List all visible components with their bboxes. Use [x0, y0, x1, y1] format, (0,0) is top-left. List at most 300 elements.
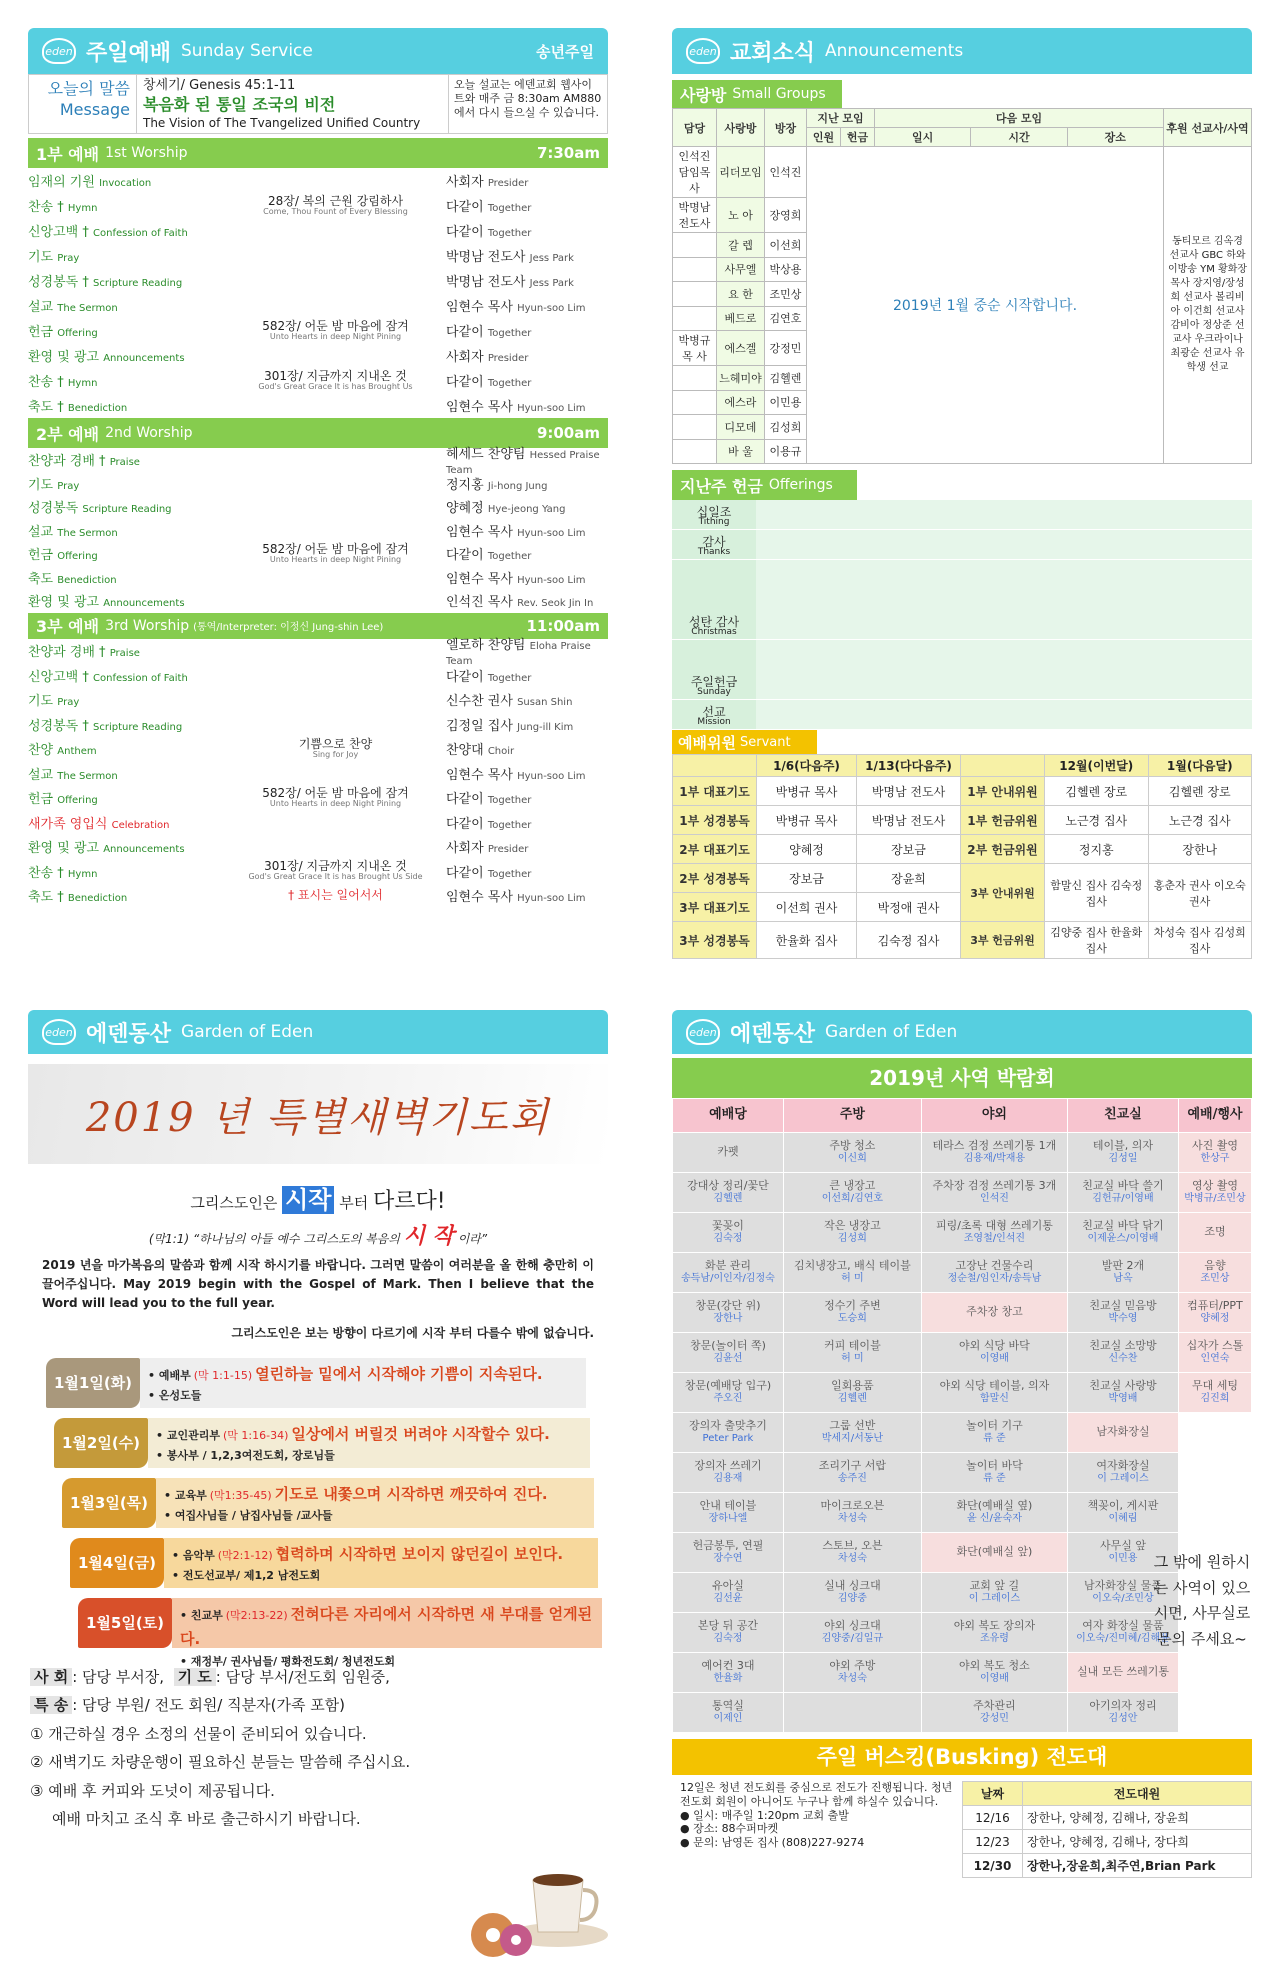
- expo-cell: [921, 1613, 1067, 1653]
- expo-cell: [673, 1613, 784, 1653]
- servant-cell: 정지홍: [1045, 835, 1149, 864]
- expo-task: 조리기구 서랍: [818, 1459, 887, 1473]
- expo-person: 김성안: [1108, 1713, 1138, 1725]
- day-label: 1월5일(토): [78, 1598, 172, 1648]
- hymn-title: 기쁨으로 찬양: [298, 736, 373, 751]
- dept: • 교육부: [164, 1488, 207, 1502]
- expo-other-note: 그 밖에 원하시는 사역이 있으시면, 사무실로 문의 주세요~: [1153, 1553, 1251, 1648]
- expo-cell: [1178, 1373, 1251, 1413]
- servant-cell: 1부 안내위원: [961, 777, 1045, 806]
- worship-item: [28, 243, 608, 268]
- expo-task: 주차장 검정 쓰레기통 3개: [932, 1179, 1057, 1193]
- servant-cell: 3부 헌금위원: [961, 922, 1045, 959]
- order-label: [28, 371, 233, 390]
- order-ko: 성경봉독 †: [28, 275, 89, 290]
- day-label: 1월4일(금): [70, 1538, 164, 1588]
- order-en: Praise: [109, 648, 140, 660]
- sg-subhead: 헌금: [841, 128, 875, 147]
- leader-name: 사회자: [446, 175, 484, 190]
- expo-task: 실내 싱크대: [824, 1579, 881, 1593]
- leader-name-en: Jess Park: [529, 278, 574, 289]
- order-en: Scripture Reading: [93, 721, 183, 733]
- expo-cell: [783, 1133, 921, 1173]
- expo-person: 이선희/김연호: [821, 1193, 884, 1205]
- leader-name: 찬양대: [446, 743, 484, 759]
- offering-amount: [756, 560, 1252, 639]
- expo-cell: [1068, 1693, 1179, 1733]
- expo-person: 김헬렌: [713, 1193, 743, 1205]
- leader: [438, 171, 608, 190]
- sg-cell: [673, 282, 717, 307]
- expo-cell: [1178, 1213, 1251, 1253]
- order-en: Benediction: [67, 893, 128, 905]
- expo-task: 통역실: [712, 1699, 744, 1713]
- expo-task: 여자화장실: [1096, 1459, 1150, 1473]
- expo-task: 아기의자 정리: [1089, 1699, 1157, 1713]
- servant-cell: 3부 대표기도: [673, 893, 757, 922]
- order-ko: 성경봉독: [28, 501, 79, 517]
- order-en: Offering: [57, 551, 98, 563]
- eden-left-panel: [28, 1010, 608, 1960]
- order-en: Pray: [57, 253, 80, 264]
- order-en: Benediction: [67, 403, 128, 414]
- order-label: [28, 837, 233, 856]
- leader-name: 양혜정: [446, 501, 484, 517]
- order-label: [28, 171, 233, 190]
- leader-name: 다같이: [446, 669, 484, 685]
- order-label: [28, 346, 233, 365]
- verse-text: 이라”: [457, 1232, 488, 1246]
- expo-person: 남옥: [1113, 1273, 1133, 1285]
- leader: [438, 837, 608, 856]
- leader-name-en: Hyun-soo Lim: [517, 574, 586, 586]
- expo-task: 고장난 건물수리: [955, 1259, 1034, 1273]
- worship-item: [28, 688, 608, 713]
- sg-cell: 이용규: [765, 439, 807, 464]
- expo-task: 컴퓨터/PPT: [1187, 1299, 1243, 1313]
- servant-head: 12월(이번달): [1045, 755, 1149, 777]
- hymn-title: 301장/ 지금까지 지내온 것: [264, 368, 407, 383]
- busking-desc: 12일은 청년 전도회를 중심으로 전도가 진행됩니다. 청년 전도회 회원이 아니어도 누구나 함께 하실수 있습니다.: [680, 1781, 953, 1808]
- order-label: [28, 544, 233, 563]
- expo-person: 정순철/임인자/송득남: [947, 1273, 1042, 1285]
- order-ko: 헌금: [28, 548, 54, 564]
- worship-item: [28, 393, 608, 418]
- order-ko: 헌금: [28, 792, 54, 808]
- leader-name-en: Hyun-soo Lim: [517, 403, 586, 414]
- order-ko: 찬양과 경배 †: [28, 645, 106, 661]
- busking-head: 전도대원: [1023, 1782, 1252, 1806]
- servant-cell: 박병규 목사: [757, 806, 857, 835]
- offering-en: Thanks: [697, 547, 731, 557]
- sg-cell: 인석진: [765, 147, 807, 198]
- expo-row: [673, 1253, 1252, 1293]
- offering-ko: 감사: [702, 535, 726, 549]
- order-ko: 헌금: [28, 325, 54, 340]
- expo-cell: [783, 1333, 921, 1373]
- busking-table: [962, 1781, 1252, 1878]
- dept: • 예배부: [148, 1368, 191, 1382]
- offering-en: Mission: [697, 717, 731, 727]
- expo-task: 야외 주방: [829, 1659, 876, 1673]
- expo-person: 이오숙/진미혜/김해윤: [1076, 1633, 1170, 1645]
- sg-cell: 인석진 담임목사: [673, 147, 717, 198]
- sg-cell: [673, 366, 717, 391]
- expo-task: 피링/초록 대형 쓰레기통: [935, 1219, 1053, 1233]
- expo-cell: [921, 1173, 1067, 1213]
- expo-task: 본당 뒤 공간: [697, 1619, 759, 1633]
- offering-label: [672, 700, 756, 729]
- sg-head: 사랑방: [717, 109, 765, 147]
- note-line-2: [30, 1691, 608, 1720]
- schedule-day: [54, 1417, 608, 1469]
- expo-person: 이제인: [713, 1713, 743, 1725]
- sg-cell: 리더모임: [717, 147, 765, 198]
- leader-name: 사회자: [446, 841, 484, 857]
- verse-ref: (막2:13-22): [225, 1608, 288, 1622]
- sg-cell: 바 울: [717, 439, 765, 464]
- order-en: Pray: [57, 697, 80, 709]
- expo-task: 창문(예배당 입구): [684, 1379, 772, 1393]
- leader-name: 사회자: [446, 350, 484, 365]
- hymn-info: [233, 860, 438, 882]
- busking-detail: ● 문의: 남영돈 집사 (808)227-9274: [680, 1836, 865, 1849]
- eden-logo-icon: eden: [686, 1019, 720, 1045]
- expo-cell: [783, 1293, 921, 1333]
- hymn-title-en: Unto Hearts in deep Night Pining: [269, 331, 402, 341]
- servant-cell: 1부 대표기도: [673, 777, 757, 806]
- busking-place: 장소: 88수퍼마켓: [693, 1822, 779, 1836]
- section-subtitle: Sunday Service: [181, 41, 313, 61]
- expo-task: 야외 식당 바닥: [959, 1339, 1030, 1353]
- expo-row: [673, 1413, 1252, 1453]
- order-label: [28, 196, 233, 215]
- expo-person: 이 그레이스: [968, 1593, 1021, 1605]
- order-label: [28, 788, 233, 807]
- servant-cell: 1부 헌금위원: [961, 806, 1045, 835]
- expo-task: 사진 촬영: [1191, 1139, 1238, 1153]
- leader: [438, 321, 608, 340]
- offering-en: Christmas: [691, 627, 737, 637]
- note-line-5: ③ 예배 후 커피와 도넛이 제공됩니다.: [30, 1781, 275, 1800]
- sg-cell: 디모데: [717, 415, 765, 440]
- leader-name: 임현수 목사: [446, 300, 513, 315]
- expo-person: 김용재: [713, 1473, 743, 1485]
- leader: [438, 196, 608, 215]
- order-en: Announcements: [103, 353, 185, 364]
- expo-cell: [783, 1413, 921, 1453]
- expo-task: 교회 앞 길: [969, 1579, 1020, 1593]
- order-ko: 설교: [28, 300, 54, 315]
- worship-item: [28, 737, 608, 762]
- sg-cell: 에스겔: [717, 331, 765, 366]
- expo-cell: [1178, 1293, 1251, 1333]
- expo-task: 큰 냉장고: [829, 1179, 876, 1193]
- sg-missions: 동티모르 김옥경 선교사 GBC 하와이방송 YM 황화장 목사 장지영/장성희 선교사 볼리비아 이건희 선교사 감비아 정상준 선교사 우크라이나 최광순 선교사 유학생 선교: [1164, 147, 1252, 464]
- leader: [438, 886, 608, 905]
- order-label: [28, 641, 233, 660]
- expo-task: 화단(예배실 옆): [956, 1499, 1033, 1513]
- expo-cell: [783, 1373, 921, 1413]
- expo-task: 장의자 쓰레기: [694, 1459, 762, 1473]
- note-text: : 담당 부서/전도회 임원중,: [215, 1667, 390, 1686]
- expo-person: 김헬렌: [837, 1393, 867, 1405]
- leader-name-en: Together: [487, 868, 532, 880]
- order-en: Offering: [57, 328, 98, 339]
- servant-cell: 1부 성경봉독: [673, 806, 757, 835]
- leader-name: 인석진 목사: [446, 595, 513, 611]
- day-message: 일상에서 버릴것 버려야 시작할수 있다.: [291, 1424, 550, 1443]
- expo-task: 친교실 사랑방: [1089, 1379, 1157, 1393]
- order-label: [28, 568, 233, 587]
- banner-title: 2019 년 특별새벽기도회: [85, 1094, 551, 1141]
- expo-cell: [783, 1573, 921, 1613]
- expo-cell: [673, 1533, 784, 1573]
- expo-task: 남자화장실: [1096, 1425, 1150, 1439]
- smallgroups-table: [672, 108, 1252, 464]
- servant-row: [673, 922, 1252, 959]
- hymn-title: 301장/ 지금까지 지내온 것: [264, 859, 407, 874]
- order-en: Celebration: [111, 819, 170, 831]
- worship3-title-en: 3rd Worship: [105, 617, 190, 634]
- expo-cell: [673, 1573, 784, 1613]
- note-label: 사 회: [30, 1668, 72, 1686]
- leader: [438, 497, 608, 516]
- leader: [438, 591, 608, 610]
- expo-cell: [673, 1173, 784, 1213]
- offerings-title: 지난주 헌금: [680, 476, 763, 496]
- expo-row: [673, 1693, 1252, 1733]
- order-ko: 찬양과 경배 †: [28, 454, 106, 470]
- expo-cell: [673, 1253, 784, 1293]
- sg-cell: 에스라: [717, 390, 765, 415]
- leader: [438, 666, 608, 685]
- smallgroups-title: 사랑방: [680, 85, 727, 105]
- worship-item: [28, 786, 608, 811]
- expo-row: [673, 1293, 1252, 1333]
- expo-cell: [1068, 1213, 1179, 1253]
- offering-row: [672, 560, 1252, 640]
- worship3-interpreter: (통역/Interpreter: 이정신 Jung-shin Lee): [193, 622, 384, 633]
- leader-name: 다같이: [446, 375, 484, 390]
- order-label: [28, 521, 233, 540]
- expo-person: 허 미: [841, 1353, 864, 1365]
- worship1-list: [28, 168, 608, 418]
- expo-task: 테이블, 의자: [1092, 1139, 1154, 1153]
- servant-cell: 박병규 목사: [757, 777, 857, 806]
- hymn-info: [233, 787, 438, 809]
- leader-name: 다같이: [446, 225, 484, 240]
- expo-cell: [1178, 1133, 1251, 1173]
- order-label: [28, 321, 233, 340]
- servant-head: 1/13(다다음주): [857, 755, 961, 777]
- leader: [438, 221, 608, 240]
- expo-person: 조유령: [979, 1633, 1009, 1645]
- expo-person: Peter Park: [702, 1433, 754, 1445]
- schedule-list: [28, 1357, 608, 1668]
- expo-task: 커피 테이블: [824, 1339, 881, 1353]
- sg-cell: 장영희: [765, 198, 807, 233]
- leader-name: 신수찬 권사: [446, 694, 513, 710]
- sg-cell: 박상용: [765, 257, 807, 282]
- offering-label: [672, 560, 756, 639]
- intro-paragraph: 2019 년을 마가복음의 말씀과 함께 시작 하시기를 바랍니다. 그러면 말씀이 여러분을 올 한해 충만히 이끌어주십니다. May 2019 begin with the Gospel of Mark. Then I believe that the Word will lead you to the full year.: [42, 1258, 594, 1311]
- expo-cell: [1068, 1293, 1179, 1333]
- servant-cell: 차성숙 집사 김성희 집사: [1148, 922, 1252, 959]
- order-ko: 기도: [28, 477, 54, 493]
- servant-cell: 3부 안내위원: [961, 864, 1045, 922]
- expo-cell: [673, 1133, 784, 1173]
- order-ko: 기도: [28, 250, 54, 265]
- expo-task: 남자화장실 물품: [1084, 1579, 1162, 1593]
- order-en: Hymn: [67, 868, 98, 880]
- expo-cell: [783, 1613, 921, 1653]
- sg-row: [673, 147, 1252, 198]
- worship-item: [28, 343, 608, 368]
- sg-cell: 이선희: [765, 233, 807, 258]
- worship3-title: 3부 예배: [36, 617, 100, 636]
- sg-cell: 요 한: [717, 282, 765, 307]
- leader-name: 임현수 목사: [446, 400, 513, 415]
- announce-panel: [672, 28, 1252, 978]
- order-ko: 설교: [28, 767, 54, 783]
- sg-cell: 김헬렌: [765, 366, 807, 391]
- day-detail: [156, 1478, 594, 1528]
- leader-name-en: Eloha Praise Team: [446, 640, 591, 667]
- order-ko: 설교: [28, 524, 54, 540]
- expo-task: 친교실 소망방: [1089, 1339, 1157, 1353]
- leader-name: 임현수 목사: [446, 571, 513, 587]
- expo-task: 주방 청소: [829, 1139, 876, 1153]
- hymn-info: [233, 738, 438, 760]
- announce-header: [672, 28, 1252, 74]
- message-label-en: Message: [59, 99, 130, 119]
- expo-row: [673, 1173, 1252, 1213]
- expo-task: 일회용품: [831, 1379, 874, 1393]
- offering-en: Sunday: [697, 687, 731, 697]
- order-label: [28, 450, 233, 469]
- leader: [438, 690, 608, 709]
- hymn-info: [233, 543, 438, 565]
- sg-subhead: 시간: [971, 128, 1067, 147]
- worship-item: [28, 566, 608, 590]
- expo-task: 야외 싱크대: [824, 1619, 881, 1633]
- expo-person: 차성숙: [837, 1673, 867, 1685]
- leader-name-en: Jess Park: [529, 253, 574, 264]
- hymn-title: 582장/ 어둔 밤 마음에 잠겨: [262, 318, 409, 333]
- expo-person: 김숙정: [713, 1633, 743, 1645]
- order-en: Praise: [109, 457, 140, 469]
- expo-row: [673, 1453, 1252, 1493]
- expo-person: 조영철/인석진: [963, 1233, 1026, 1245]
- expo-task: 스토브, 오븐: [822, 1539, 883, 1553]
- expo-cell: [921, 1653, 1067, 1693]
- expo-col-head: 예배당: [673, 1099, 784, 1133]
- worship-item: [28, 368, 608, 393]
- sermon-title-en: The Vision of The Tvangelized Unified Country: [143, 115, 421, 130]
- expo-cell: [783, 1533, 921, 1573]
- order-en: Scripture Reading: [82, 504, 172, 516]
- offering-ko: 십일조: [696, 505, 732, 519]
- expo-person: 송주진: [837, 1473, 867, 1485]
- expo-task: 음향: [1204, 1259, 1226, 1273]
- day-line-2: • 재정부/ 권사님들/ 평화전도회/ 청년전도회: [180, 1654, 396, 1668]
- dawn-prayer-banner: [28, 1064, 608, 1164]
- expo-cell: [673, 1293, 784, 1333]
- leader: [438, 568, 608, 587]
- expo-title: 2019년 사역 박람회: [672, 1058, 1252, 1098]
- leader: [438, 346, 608, 365]
- leader: [438, 862, 608, 881]
- leader-name-en: Together: [487, 551, 532, 563]
- leader-name-en: Together: [487, 819, 532, 831]
- busking-cell: 장한나,장윤희,최주연,Brian Park: [1023, 1854, 1252, 1878]
- order-en: Confession of Faith: [93, 228, 188, 239]
- offering-amount: [756, 500, 1252, 529]
- sermon-title: 복음화 된 통일 조국의 비전: [143, 94, 336, 114]
- hymn-title-en: God's Great Grace It is has Brought Us: [258, 381, 413, 391]
- day-line-2: • 전도선교부/ 제1,2 남전도회: [172, 1569, 321, 1583]
- schedule-day: [46, 1357, 608, 1409]
- day-label: 1월3일(목): [62, 1478, 156, 1528]
- busking-head: 날짜: [963, 1782, 1023, 1806]
- servant-cell: 2부 대표기도: [673, 835, 757, 864]
- leader-name-en: Presider: [487, 844, 529, 856]
- order-ko: 축도: [28, 571, 54, 587]
- leader-name: 다같이: [446, 325, 484, 340]
- expo-task: 친교실 바닥 닦기: [1082, 1219, 1164, 1233]
- offering-label: [672, 640, 756, 699]
- tagline-highlight: 시작: [282, 1186, 334, 1214]
- busking-contact: 문의: 남영돈 집사 (808)227-9274: [693, 1836, 865, 1849]
- leader: [438, 739, 608, 758]
- expo-cell: [783, 1213, 921, 1253]
- expo-task: 헌금봉투, 연필: [692, 1539, 764, 1553]
- expo-person: 한상구: [1200, 1153, 1230, 1165]
- expo-cell: [921, 1413, 1067, 1453]
- expo-cell: [1068, 1333, 1179, 1373]
- order-label: [28, 666, 233, 685]
- offering-label: [672, 530, 756, 559]
- offerings-title-en: Offerings: [768, 477, 833, 493]
- hymn-title: 28장/ 복의 근원 강림하사: [267, 193, 404, 208]
- worship-item: [28, 268, 608, 293]
- worship-item: [28, 542, 608, 566]
- verse-ref: (막 1:1-15): [193, 1368, 253, 1382]
- coffee-donut-illustration: [438, 1840, 608, 1960]
- servant-cell: 노근경 집사: [1148, 806, 1252, 835]
- order-ko: 찬양: [28, 743, 54, 759]
- dept: • 교인관리부: [156, 1428, 220, 1442]
- expo-person: 도승희: [837, 1313, 867, 1325]
- leader-name-en: Together: [487, 328, 532, 339]
- expo-cell: [673, 1413, 784, 1453]
- expo-task: 작은 냉장고: [824, 1219, 881, 1233]
- leader-name-en: Ji-hong Jung: [487, 480, 548, 492]
- leader: [438, 396, 608, 415]
- worship-item: [28, 637, 608, 667]
- expo-cell: [783, 1453, 921, 1493]
- sg-subhead: 인원: [807, 128, 841, 147]
- expo-cell: [673, 1333, 784, 1373]
- leader-name: 임현수 목사: [446, 890, 513, 906]
- expo-person: 김숙정: [713, 1233, 743, 1245]
- leader-name-en: Together: [487, 795, 532, 807]
- day-message: 전혀다른 자리에서 시작하면 새 부대를 얻게된다.: [180, 1604, 593, 1649]
- day-line-1: [156, 1422, 582, 1448]
- sg-cell: 박병규 목 사: [673, 331, 717, 366]
- expo-task: 여자 화장실 물품: [1082, 1619, 1164, 1633]
